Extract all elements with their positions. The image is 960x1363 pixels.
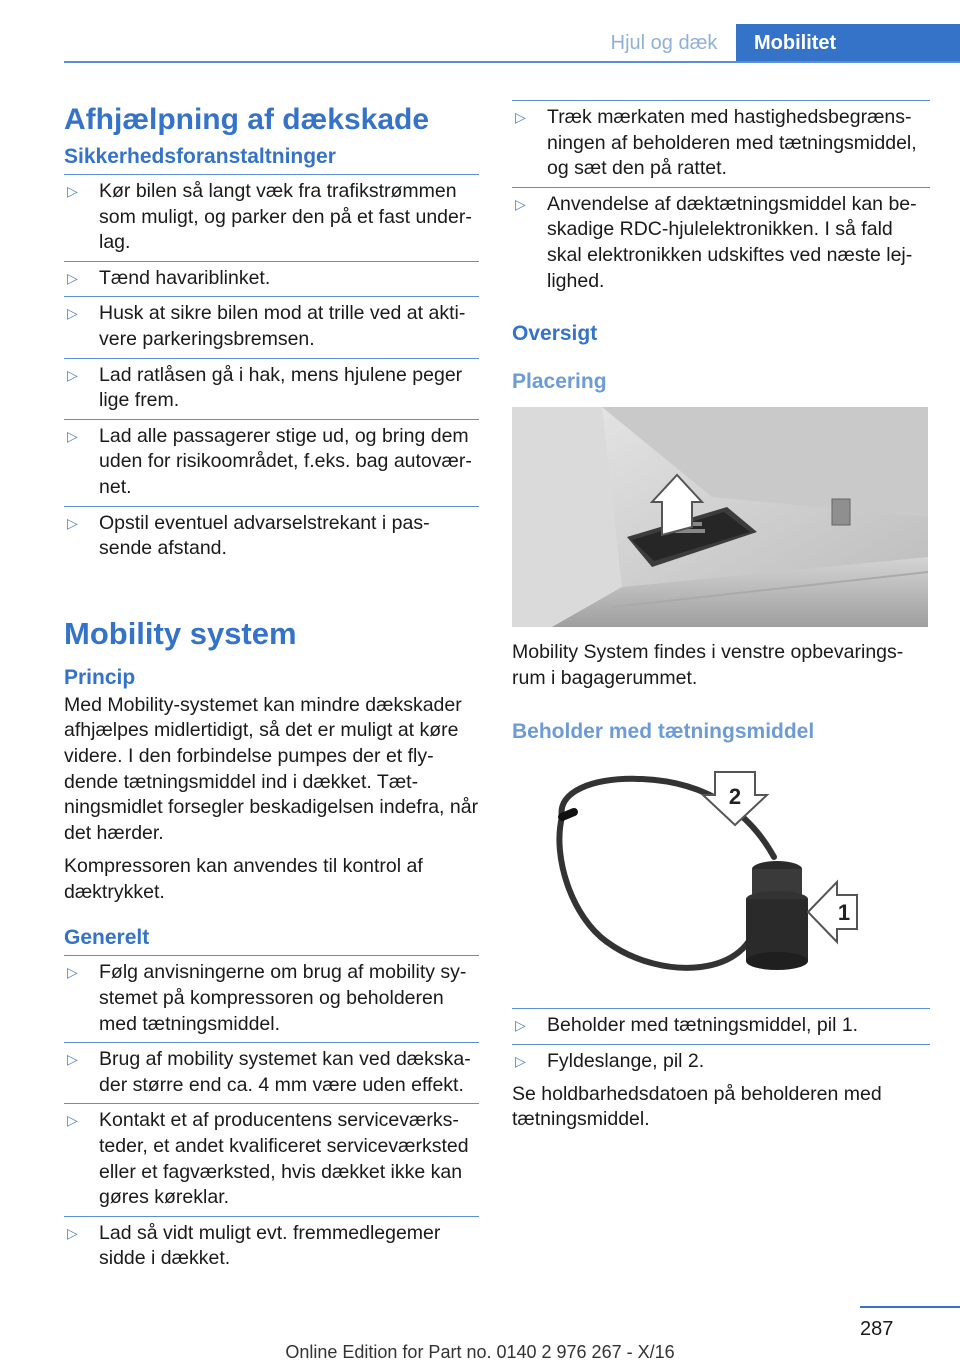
arrow-label-2: 2 (728, 784, 742, 810)
sealant-container-diagram (512, 757, 928, 997)
edition-footer: Online Edition for Part no. 0140 2 976 267 - X/16 (285, 1342, 675, 1362)
triangle-bullet-icon: ▷ (67, 964, 78, 981)
list-item: ▷ Følg anvisningerne om brug af mobility sy-stemet på kompressoren og beholderen med tætningsmiddel. (64, 955, 479, 1042)
arrow-label-1: 1 (837, 900, 851, 926)
list-item: ▷ Lad så vidt muligt evt. fremmedlegemer sidde i dækket. (64, 1216, 479, 1277)
top-list (512, 100, 930, 299)
list-item: ▷ Anvendelse af dæktætningsmiddel kan be-skadige RDC-hjulelektronikken. I så fald skal elektronikken udskiftes ved næste lej-lighed. (512, 187, 930, 299)
placement-text: Mobility System findes i venstre opbevarings-rum i bagagerummet. (512, 641, 904, 689)
triangle-bullet-icon: ▷ (515, 195, 526, 212)
triangle-bullet-icon: ▷ (67, 366, 78, 383)
right-column (512, 98, 930, 1133)
list-item: ▷ Beholder med tætningsmiddel, pil 1. (512, 1008, 930, 1044)
header-rule (64, 61, 960, 63)
placement-heading: Placering (512, 370, 607, 394)
triangle-bullet-icon: ▷ (67, 269, 78, 286)
page-title: Afhjælpning af dækskade (64, 103, 430, 136)
triangle-bullet-icon: ▷ (515, 109, 526, 125)
triangle-bullet-icon: ▷ (67, 183, 78, 199)
principle-paragraph-1: Med Mobility-systemet kan mindre dækskader afhjælpes midlertidigt, så det er muligt at køre videre. I den forbindelse pumpes der et fly-dende tætningsmiddel ind i dækket. Tæt-ningsmidlet forsegler beskadigelsen indefra, når det hærder. (64, 693, 479, 844)
list-item: ▷ Fyldeslange, pil 2. (512, 1044, 930, 1080)
general-heading: Generelt (64, 926, 150, 950)
list-item: ▷ Husk at sikre bilen mod at trille ved at akti-vere parkeringsbremsen. (64, 296, 479, 357)
container-list (512, 1008, 930, 1079)
list-item: ▷ Kør bilen så langt væk fra trafikstrømmen som muligt, og parker den på et fast under-lag. (64, 174, 479, 261)
container-heading: Beholder med tætningsmiddel (512, 720, 815, 744)
list-item: ▷ Kontakt et af producentens serviceværks-teder, et andet kvalificeret serviceværksted eller et fagværksted, hvis dækket ikke kan gøres køreklar. (64, 1103, 479, 1215)
safety-heading: Sikkerhedsforanstaltninger (64, 145, 336, 168)
triangle-bullet-icon: ▷ (67, 1224, 78, 1241)
triangle-bullet-icon: ▷ (67, 1051, 78, 1068)
list-item: ▷ Opstil eventuel advarselstrekant i pas-sende afstand. (64, 506, 479, 567)
list-item: ▷ Træk mærkaten med hastighedsbegræns-ningen af beholderen med tætningsmiddel, og sæt den på rattet. (512, 100, 930, 187)
list-item: ▷ Tænd havariblinket. (64, 261, 479, 297)
footer-rule (860, 1306, 960, 1308)
safety-list (64, 174, 479, 567)
shelf-life-text: Se holdbarhedsdatoen på beholderen med tætningsmiddel. (512, 1082, 882, 1131)
overview-heading: Oversigt (512, 322, 598, 346)
triangle-bullet-icon: ▷ (67, 514, 78, 531)
list-item: ▷ Lad alle passagerer stige ud, og bring dem uden for risikoområdet, f.eks. bag autovær-net. (64, 419, 479, 506)
trunk-photo (512, 407, 928, 627)
list-item: ▷ Lad ratlåsen gå i hak, mens hjulene peger lige frem. (64, 358, 479, 419)
triangle-bullet-icon: ▷ (515, 1052, 526, 1069)
left-column (64, 98, 479, 1277)
principle-paragraph-2: Kompressoren kan anvendes til kontrol af dæktrykket. (64, 855, 423, 903)
header-chapter-tab[interactable]: Mobilitet (736, 24, 960, 62)
triangle-bullet-icon: ▷ (67, 427, 78, 444)
triangle-bullet-icon: ▷ (515, 1017, 526, 1034)
page-number: 287 (860, 1318, 894, 1340)
principle-heading: Princip (64, 665, 136, 689)
list-item: ▷ Brug af mobility systemet kan ved dækska-der større end ca. 4 mm være uden effekt. (64, 1042, 479, 1103)
triangle-bullet-icon: ▷ (67, 305, 78, 322)
general-list (64, 955, 479, 1277)
triangle-bullet-icon: ▷ (67, 1112, 78, 1129)
header-section-tab[interactable]: Hjul og dæk (610, 31, 718, 54)
mobility-title: Mobility system (64, 615, 297, 651)
